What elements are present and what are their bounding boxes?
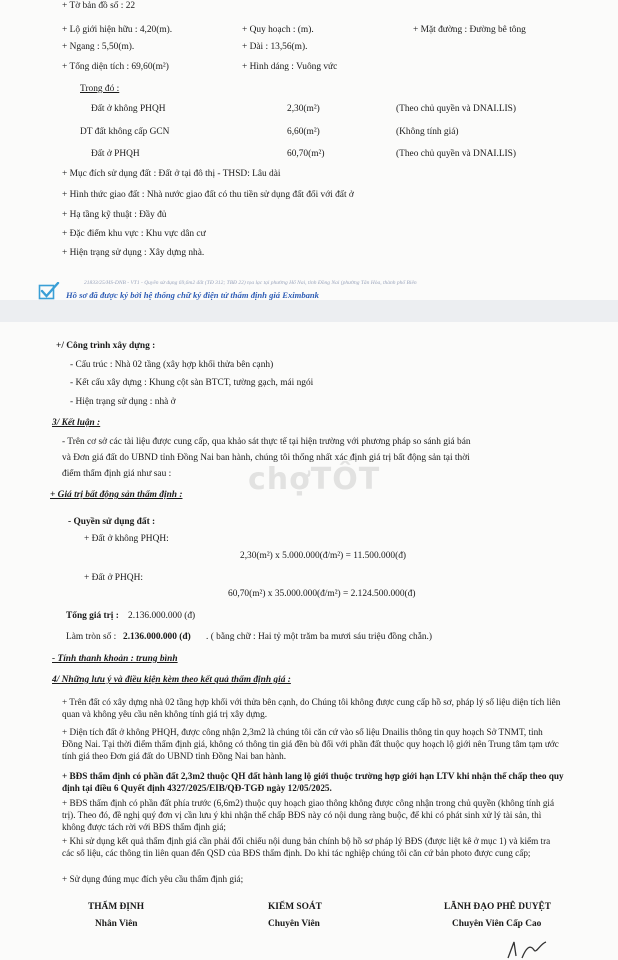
current-state: - Hiện trạng sử dụng : nhà ở	[70, 397, 176, 407]
sign-title-appraisal: THẨM ĐỊNH	[88, 902, 144, 912]
sign-title-control: KIỂM SOÁT	[268, 902, 322, 912]
checkbox-check-icon	[38, 282, 60, 300]
row-1-area: 2,30(m²)	[287, 104, 320, 114]
sign-title-approval: LÃNH ĐẠO PHÊ DUYỆT	[444, 902, 552, 912]
signature-mark	[500, 930, 570, 960]
sign-role-appraisal: Nhân Viên	[95, 919, 138, 929]
construction-heading: +/ Công trình xây dựng :	[56, 341, 156, 351]
lot-current: + Lộ giới hiện hữu : 4,20(m).	[62, 25, 173, 35]
file-stamp-line: 21833/25/HS-DNB - VT1 - Quyền sử dụng 69,6m2 đất (TĐ 312; TBĐ 22) tọa lạc tại phường Hố Nai, tỉnh Đồng Nai (phường Tân Hòa, thành phố Biên	[84, 280, 417, 286]
framework: - Kết cấu xây dựng : Khung cột sàn BTCT, tường gạch, mái ngói	[70, 378, 314, 388]
conclusion-line-3: điểm thẩm định giá như sau :	[62, 469, 172, 479]
valuation-heading: + Giá trị bất động sản thẩm định :	[50, 490, 183, 500]
liquidity: - Tính thanh khoản : trung bình	[52, 654, 178, 664]
document-page-1	[0, 0, 618, 300]
road-surface: + Mặt đường : Đường bê tông	[413, 25, 526, 35]
note-4: + BĐS thẩm định có phần đất phía trước (6,6m2) thuộc quy hoạch giao thông không được công nhận trong chủ quyền (không tính giá trị). Theo đó, đề nghị quý đơn vị cần lưu ý khi nhận thế chấp BĐS này có nội dung ràng buộc, để khi có phát sinh xử lý tài sản, thì không được tách rời với BĐS thẩm định giá;	[62, 798, 555, 833]
note-1: + Trên đất có xây dựng nhà 02 tầng hợp khối với thửa bên cạnh, do Chúng tôi không được cung cấp hồ sơ, pháp lý số liệu diện tích liên quan và không yêu cầu nên không tính giá trị xây dựng.	[62, 697, 561, 720]
allocation: + Hình thức giao đất : Nhà nước giao đất có thu tiền sử dụng đất đối với đất ở	[62, 190, 354, 200]
shape: + Hình dáng : Vuông vức	[242, 62, 338, 72]
within-heading: Trong đó :	[80, 84, 120, 94]
row-2-area: 6,60(m²)	[287, 127, 320, 137]
phqh-label: + Đất ở PHQH:	[84, 573, 143, 583]
sign-role-control: Chuyên Viên	[268, 919, 320, 929]
phqh-calc: 60,70(m²) x 35.000.000(đ/m²) = 2.124.500.000(đ)	[228, 589, 416, 599]
rounded-label: Làm tròn số :	[66, 632, 117, 642]
sign-role-approval: Chuyên Viên Cấp Cao	[452, 919, 542, 929]
chotot-watermark: chợTỐT	[248, 462, 381, 497]
frontage: + Ngang : 5,50(m).	[62, 42, 135, 52]
conclusion-line-2: và Đơn giá đất do UBND tỉnh Đồng Nai ban hành, chúng tôi thống nhất xác định giá trị bất động sản tại thời	[62, 453, 470, 463]
land-use-right: - Quyền sử dụng đất :	[68, 517, 156, 527]
planning: + Quy hoạch : (m).	[242, 25, 314, 35]
total-value: 2.136.000.000 (đ)	[128, 611, 196, 621]
total-area: + Tổng diện tích : 69,60(m²)	[62, 62, 169, 72]
note-6: + Sử dụng đúng mục đích yêu cầu thẩm định giá;	[62, 874, 244, 884]
row-2-name: DT đất không cấp GCN	[80, 127, 170, 137]
structure: - Cấu trúc : Nhà 02 tầng (xây hợp khối thửa bên cạnh)	[70, 360, 274, 370]
rounded-words: . ( bằng chữ : Hai tỷ một trăm ba mươi sáu triệu đồng chẵn.)	[206, 632, 433, 642]
length: + Dài : 13,56(m).	[242, 42, 308, 52]
row-1-note: (Theo chủ quyền và DNAI.LIS)	[396, 104, 517, 114]
current-use: + Hiện trạng sử dụng : Xây dựng nhà.	[62, 248, 205, 258]
note-2: + Diện tích đất ở không PHQH, được công nhận 2,3m2 là chúng tôi căn cứ vào số liệu Dnailis thông tin quy hoạch Sở TNMT, tỉnh Đồng Nai. Tại thời điểm thẩm định giá, không có thông tin giá đền bù đối với phần đất thuộc quy hoạch lộ giới nên Trung tâm tạm ước tính giá theo Đơn giá đất do UBND tỉnh Đồng Nai ban hành.	[62, 727, 559, 762]
row-3-note: (Theo chủ quyền và DNAI.LIS)	[396, 149, 517, 159]
row-1-name: Đất ở không PHQH	[91, 104, 166, 114]
row-2-note: (Không tính giá)	[396, 127, 459, 137]
note-3: + BĐS thẩm định có phần đất 2,3m2 thuộc QH đất hành lang lộ giới thuộc trường hợp giới hạn LTV khi nhận thế chấp theo quy định tại điều 6 Quyết định 4327/2025/EIB/QĐ-TGĐ ngày 12/05/2025.	[62, 771, 564, 794]
non-phqh-label: + Đất ở không PHQH:	[84, 534, 169, 544]
total-label: Tổng giá trị :	[66, 611, 119, 621]
conclusion-heading: 3/ Kết luận :	[52, 418, 101, 428]
row-3-name: Đất ở PHQH	[91, 149, 140, 159]
area-feature: + Đặc điểm khu vực : Khu vực dân cư	[62, 229, 206, 239]
use-purpose: + Mục đích sử dụng đất : Đất ở tại đô thị - THSD: Lâu dài	[62, 169, 281, 179]
row-3-area: 60,70(m²)	[287, 149, 325, 159]
note-5: + Khi sử dụng kết quả thẩm định giá cần phải đối chiếu nội dung bản chính bộ hồ sơ pháp lý BĐS (được liệt kê ở mục 1) và kiểm tra các số liệu, các thông tin liên quan đến QSD của BĐS thẩm định. Do khi tác nghiệp chúng tôi căn cứ bản photo được cung cấp;	[62, 836, 551, 859]
rounded-value: 2.136.000.000 (đ)	[123, 632, 191, 642]
non-phqh-calc: 2,30(m²) x 5.000.000(đ/m²) = 11.500.000(đ)	[240, 551, 407, 561]
conclusion-line-1: - Trên cơ sở các tài liệu được cung cấp, qua khảo sát thực tế tại hiện trường với phương pháp so sánh giá bán	[62, 437, 471, 447]
infrastructure: + Hạ tầng kỹ thuật : Đầy đủ	[62, 210, 167, 220]
map-sheet: + Tờ bản đồ số : 22	[62, 1, 136, 11]
notes-heading: 4/ Những lưu ý và điều kiện kèm theo kết quả thẩm định giá :	[52, 675, 291, 685]
esign-notice: Hồ sơ đã được ký bởi hệ thống chữ ký điện tử thẩm định giá Eximbank	[66, 290, 319, 300]
